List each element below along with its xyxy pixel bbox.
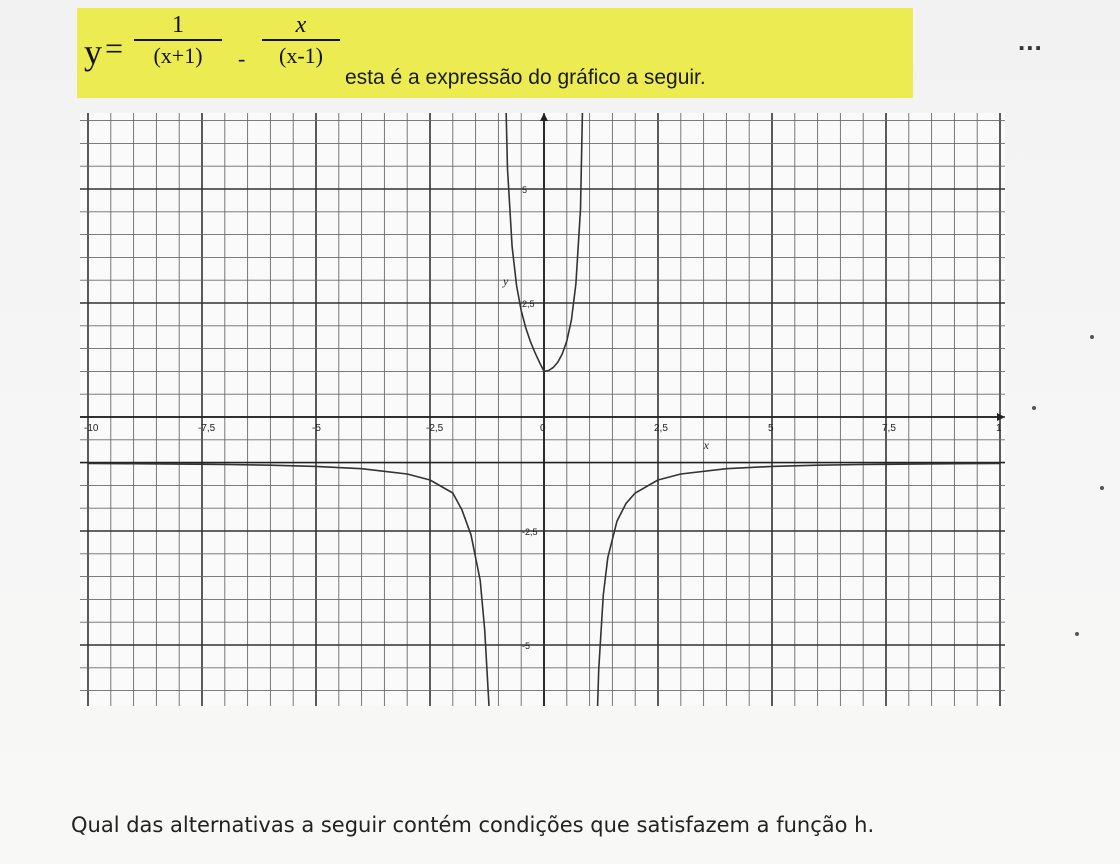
x-tick-label: -10 [84,423,99,434]
x-tick-label: -5 [312,423,321,434]
decorative-dot [1090,335,1094,339]
decorative-dot [1032,406,1036,410]
more-options-button[interactable]: ... [1018,26,1043,56]
y-tick-label: -5 [522,641,531,651]
graph-svg [80,113,1005,706]
expression-y: y [84,32,102,72]
term1-numerator: 1 [172,12,184,38]
x-tick-label: 5 [768,423,774,434]
expression-caption: esta é a expressão do gráfico a seguir. [345,66,706,89]
x-axis-label: x [703,437,709,452]
question-text: Qual das alternativas a seguir contém condições que satisfazem a função h. [71,813,875,837]
x-tick-label: 2,5 [654,423,668,434]
y-axis-label: y [502,273,509,288]
y-tick-label: 5 [522,185,528,195]
x-tick-label: 1 [996,423,1002,434]
expression-equals: = [105,30,124,66]
x-tick-label: 0 [540,423,546,434]
decorative-dot [1075,632,1079,636]
decorative-dot [1100,486,1104,490]
term1-denominator: (x+1) [153,43,203,68]
y-tick-label: 2,5 [522,299,535,309]
fraction-term2 [262,12,340,68]
x-tick-label: -2,5 [426,423,444,434]
function-graph [80,113,1005,706]
x-tick-label: -7,5 [198,423,216,434]
fraction-bar [134,39,222,41]
term2-denominator: (x-1) [279,43,323,68]
y-tick-label: -2,5 [522,527,538,537]
fraction-bar [262,39,340,41]
expression-minus: - [238,46,246,71]
term2-numerator: x [295,12,307,38]
graph-background [80,113,1005,706]
fraction-term1 [134,12,222,68]
x-tick-label: 7,5 [882,423,896,434]
